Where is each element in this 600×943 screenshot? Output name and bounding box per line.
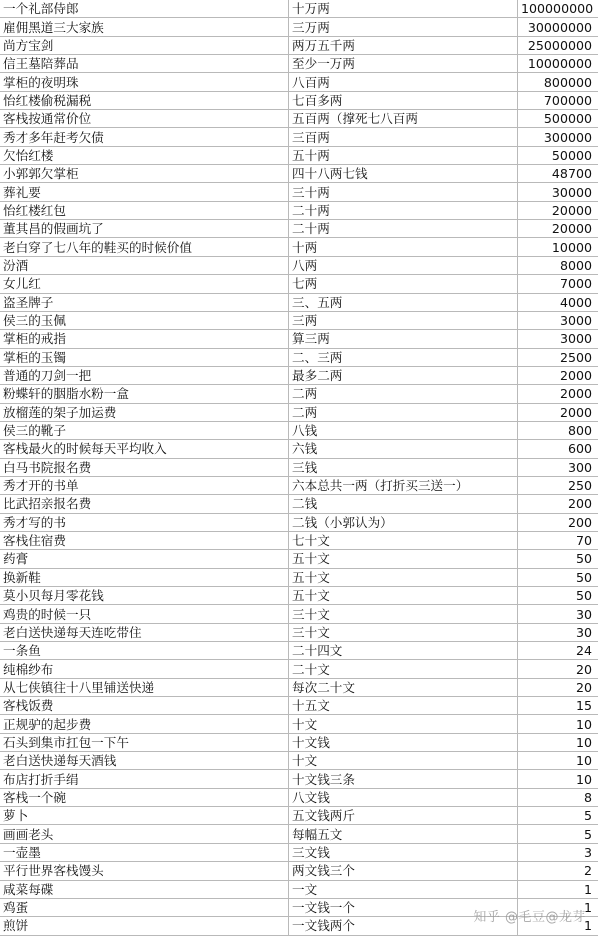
item-name-cell[interactable]: 客栈住宿费 (0, 531, 289, 549)
item-name-cell[interactable]: 侯三的玉佩 (0, 311, 289, 329)
value-cell[interactable]: 2500 (518, 348, 599, 366)
price-text-cell[interactable]: 一文钱两个 (289, 917, 518, 935)
value-cell[interactable]: 20 (518, 660, 599, 678)
item-name-cell[interactable]: 从七侠镇往十八里铺送快递 (0, 678, 289, 696)
value-cell[interactable]: 1 (518, 880, 599, 898)
item-name-cell[interactable]: 药膏 (0, 550, 289, 568)
value-cell[interactable]: 25000000 (518, 36, 599, 54)
price-text-cell[interactable]: 八钱 (289, 421, 518, 439)
item-name-cell[interactable]: 平行世界客栈馒头 (0, 862, 289, 880)
item-name-cell[interactable]: 比武招亲报名费 (0, 495, 289, 513)
value-cell[interactable]: 8000 (518, 256, 599, 274)
item-name-cell[interactable]: 布店打折手绢 (0, 770, 289, 788)
item-name-cell[interactable]: 咸菜每碟 (0, 880, 289, 898)
table-row (0, 807, 598, 825)
value-cell[interactable]: 700000 (518, 91, 599, 109)
price-text-cell[interactable]: 五十文 (289, 550, 518, 568)
table-row (0, 311, 598, 329)
value-cell[interactable]: 10 (518, 715, 599, 733)
value-cell[interactable]: 800 (518, 421, 599, 439)
price-text-cell[interactable]: 三、五两 (289, 293, 518, 311)
price-text-cell[interactable]: 十五文 (289, 697, 518, 715)
table-row (0, 715, 598, 733)
price-text-cell[interactable]: 四十八两七钱 (289, 165, 518, 183)
table-row (0, 36, 598, 54)
price-text-cell[interactable]: 三文钱 (289, 843, 518, 861)
value-cell[interactable]: 300 (518, 458, 599, 476)
item-name-cell[interactable]: 秀才写的书 (0, 513, 289, 531)
value-cell[interactable]: 2 (518, 862, 599, 880)
value-cell[interactable]: 3000 (518, 311, 599, 329)
table-row (0, 183, 598, 201)
table-row (0, 403, 598, 421)
price-text-cell[interactable]: 十文 (289, 752, 518, 770)
table-row (0, 146, 598, 164)
table-row (0, 898, 598, 916)
table-row (0, 697, 598, 715)
table-row (0, 623, 598, 641)
value-cell[interactable]: 30000 (518, 183, 599, 201)
value-cell[interactable]: 250 (518, 476, 599, 494)
item-name-cell[interactable]: 怡红楼红包 (0, 201, 289, 219)
value-cell[interactable]: 200 (518, 513, 599, 531)
value-cell[interactable]: 8 (518, 788, 599, 806)
value-cell[interactable]: 70 (518, 531, 599, 549)
value-cell[interactable]: 2000 (518, 403, 599, 421)
item-name-cell[interactable]: 莫小贝每月零花钱 (0, 587, 289, 605)
price-text-cell[interactable]: 至少一万两 (289, 55, 518, 73)
item-name-cell[interactable]: 秀才开的书单 (0, 476, 289, 494)
item-name-cell[interactable]: 粉蝶轩的胭脂水粉一盒 (0, 385, 289, 403)
value-cell[interactable]: 50 (518, 587, 599, 605)
value-cell[interactable]: 50 (518, 550, 599, 568)
item-name-cell[interactable]: 换新鞋 (0, 568, 289, 586)
table-row (0, 110, 598, 128)
price-text-cell[interactable]: 十万两 (289, 0, 518, 18)
table-row (0, 293, 598, 311)
table-row (0, 55, 598, 73)
item-name-cell[interactable]: 信王墓陪葬品 (0, 55, 289, 73)
value-cell[interactable]: 800000 (518, 73, 599, 91)
table-row (0, 440, 598, 458)
item-name-cell[interactable]: 白马书院报名费 (0, 458, 289, 476)
table-row (0, 476, 598, 494)
value-cell[interactable]: 4000 (518, 293, 599, 311)
item-name-cell[interactable]: 客栈最火的时候每天平均收入 (0, 440, 289, 458)
price-text-cell[interactable]: 八文钱 (289, 788, 518, 806)
price-text-cell[interactable]: 五十两 (289, 146, 518, 164)
item-name-cell[interactable]: 一个礼部侍郎 (0, 0, 289, 18)
item-name-cell[interactable]: 纯棉纱布 (0, 660, 289, 678)
table-row (0, 917, 598, 935)
item-name-cell[interactable]: 董其昌的假画坑了 (0, 220, 289, 238)
value-cell[interactable]: 100000000 (518, 0, 599, 18)
value-cell[interactable]: 5 (518, 825, 599, 843)
table-row (0, 0, 598, 18)
price-text-cell[interactable]: 六本总共一两（打折买三送一） (289, 476, 518, 494)
value-cell[interactable]: 30 (518, 605, 599, 623)
item-name-cell[interactable]: 一壶墨 (0, 843, 289, 861)
price-text-cell[interactable]: 七百多两 (289, 91, 518, 109)
price-text-cell[interactable]: 每幅五文 (289, 825, 518, 843)
price-text-cell[interactable]: 八百两 (289, 73, 518, 91)
table-row (0, 495, 598, 513)
table-row (0, 201, 598, 219)
table-row (0, 752, 598, 770)
price-text-cell[interactable]: 两文钱三个 (289, 862, 518, 880)
value-cell[interactable]: 600 (518, 440, 599, 458)
price-text-cell[interactable]: 七十文 (289, 531, 518, 549)
value-cell[interactable]: 10 (518, 752, 599, 770)
table-row (0, 550, 598, 568)
item-name-cell[interactable]: 女儿红 (0, 275, 289, 293)
value-cell[interactable]: 50000 (518, 146, 599, 164)
price-text-cell[interactable]: 二十四文 (289, 642, 518, 660)
item-name-cell[interactable]: 汾酒 (0, 256, 289, 274)
value-cell[interactable]: 7000 (518, 275, 599, 293)
item-name-cell[interactable]: 掌柜的玉镯 (0, 348, 289, 366)
zhihu-watermark: 知乎 @毛豆@龙芽 (473, 910, 586, 925)
value-cell[interactable]: 10 (518, 733, 599, 751)
price-text-cell[interactable]: 三十文 (289, 605, 518, 623)
table-row (0, 605, 598, 623)
table-row (0, 385, 598, 403)
table-row (0, 642, 598, 660)
price-text-cell[interactable]: 一文 (289, 880, 518, 898)
price-text-cell[interactable]: 五文钱两斤 (289, 807, 518, 825)
price-text-cell[interactable]: 十文钱 (289, 733, 518, 751)
item-name-cell[interactable]: 秀才多年赶考欠债 (0, 128, 289, 146)
price-text-cell[interactable]: 三十两 (289, 183, 518, 201)
table-row (0, 770, 598, 788)
table-row (0, 91, 598, 109)
price-text-cell[interactable]: 二两 (289, 385, 518, 403)
table-row (0, 256, 598, 274)
item-name-cell[interactable]: 放榴莲的架子加运费 (0, 403, 289, 421)
value-cell[interactable]: 10000 (518, 238, 599, 256)
value-cell[interactable]: 24 (518, 642, 599, 660)
item-name-cell[interactable]: 老白送快递每天连吃带住 (0, 623, 289, 641)
price-text-cell[interactable]: 八两 (289, 256, 518, 274)
item-name-cell[interactable]: 煎饼 (0, 917, 289, 935)
value-cell[interactable]: 50 (518, 568, 599, 586)
item-name-cell[interactable]: 鸡蛋 (0, 898, 289, 916)
table-row (0, 733, 598, 751)
table-row (0, 825, 598, 843)
item-name-cell[interactable]: 怡红楼偷税漏税 (0, 91, 289, 109)
table-row (0, 18, 598, 36)
table-row (0, 843, 598, 861)
item-name-cell[interactable]: 画画老头 (0, 825, 289, 843)
item-name-cell[interactable]: 石头到集市扛包一下午 (0, 733, 289, 751)
price-text-cell[interactable]: 五十文 (289, 568, 518, 586)
item-name-cell[interactable]: 萝卜 (0, 807, 289, 825)
value-cell[interactable]: 10 (518, 770, 599, 788)
price-text-cell[interactable]: 三百两 (289, 128, 518, 146)
price-text-cell[interactable]: 三两 (289, 311, 518, 329)
price-text-cell[interactable]: 二钱（小郭认为） (289, 513, 518, 531)
value-cell[interactable]: 3000 (518, 330, 599, 348)
table-row (0, 73, 598, 91)
price-text-cell[interactable]: 二十两 (289, 220, 518, 238)
item-name-cell[interactable]: 掌柜的戒指 (0, 330, 289, 348)
table-row (0, 862, 598, 880)
table-row (0, 458, 598, 476)
price-text-cell[interactable]: 算三两 (289, 330, 518, 348)
price-text-cell[interactable]: 六钱 (289, 440, 518, 458)
price-text-cell[interactable]: 二钱 (289, 495, 518, 513)
item-name-cell[interactable]: 鸡贵的时候一只 (0, 605, 289, 623)
table-row (0, 587, 598, 605)
price-text-cell[interactable]: 十两 (289, 238, 518, 256)
price-text-cell[interactable]: 二两 (289, 403, 518, 421)
value-cell[interactable]: 30000000 (518, 18, 599, 36)
value-cell[interactable]: 300000 (518, 128, 599, 146)
price-text-cell[interactable]: 三钱 (289, 458, 518, 476)
table-row (0, 421, 598, 439)
table-row (0, 513, 598, 531)
value-cell[interactable]: 1 (518, 898, 599, 916)
item-name-cell[interactable]: 侯三的靴子 (0, 421, 289, 439)
value-cell[interactable]: 2000 (518, 366, 599, 384)
table-row (0, 678, 598, 696)
item-name-cell[interactable]: 一条鱼 (0, 642, 289, 660)
item-name-cell[interactable]: 掌柜的夜明珠 (0, 73, 289, 91)
table-row (0, 660, 598, 678)
value-cell[interactable]: 15 (518, 697, 599, 715)
table-row (0, 366, 598, 384)
item-name-cell[interactable]: 老白送快递每天酒钱 (0, 752, 289, 770)
item-name-cell[interactable]: 欠怡红楼 (0, 146, 289, 164)
table-row (0, 348, 598, 366)
price-text-cell[interactable]: 二、三两 (289, 348, 518, 366)
table-row (0, 165, 598, 183)
price-text-cell[interactable]: 最多二两 (289, 366, 518, 384)
price-text-cell[interactable]: 五百两（撑死七八百两 (289, 110, 518, 128)
item-name-cell[interactable]: 客栈一个碗 (0, 788, 289, 806)
value-cell[interactable]: 10000000 (518, 55, 599, 73)
price-text-cell[interactable]: 十文 (289, 715, 518, 733)
item-name-cell[interactable]: 葬礼要 (0, 183, 289, 201)
value-cell[interactable]: 48700 (518, 165, 599, 183)
value-cell[interactable]: 20 (518, 678, 599, 696)
value-cell[interactable]: 5 (518, 807, 599, 825)
item-name-cell[interactable]: 老白穿了七八年的鞋买的时候价值 (0, 238, 289, 256)
table-row (0, 275, 598, 293)
value-cell[interactable]: 30 (518, 623, 599, 641)
table-row (0, 220, 598, 238)
price-text-cell[interactable]: 五十文 (289, 587, 518, 605)
item-name-cell[interactable]: 尚方宝剑 (0, 36, 289, 54)
value-cell[interactable]: 500000 (518, 110, 599, 128)
value-cell[interactable]: 2000 (518, 385, 599, 403)
table-row (0, 330, 598, 348)
table-row (0, 238, 598, 256)
item-name-cell[interactable]: 盗圣牌子 (0, 293, 289, 311)
value-cell[interactable]: 1 (518, 917, 599, 935)
price-text-cell[interactable]: 七两 (289, 275, 518, 293)
table-row (0, 880, 598, 898)
price-text-cell[interactable]: 一文钱一个 (289, 898, 518, 916)
item-name-cell[interactable]: 客栈按通常价位 (0, 110, 289, 128)
price-text-cell[interactable]: 十文钱三条 (289, 770, 518, 788)
item-name-cell[interactable]: 小郭郭欠掌柜 (0, 165, 289, 183)
value-cell[interactable]: 20000 (518, 201, 599, 219)
price-text-cell[interactable]: 每次二十文 (289, 678, 518, 696)
table-row (0, 128, 598, 146)
value-cell[interactable]: 200 (518, 495, 599, 513)
item-name-cell[interactable]: 普通的刀剑一把 (0, 366, 289, 384)
item-name-cell[interactable]: 雇佣黑道三大家族 (0, 18, 289, 36)
value-cell[interactable]: 3 (518, 843, 599, 861)
table-row (0, 568, 598, 586)
price-text-cell[interactable]: 三十文 (289, 623, 518, 641)
table-row (0, 531, 598, 549)
price-text-cell[interactable]: 三万两 (289, 18, 518, 36)
item-name-cell[interactable]: 客栈饭费 (0, 697, 289, 715)
price-text-cell[interactable]: 两万五千两 (289, 36, 518, 54)
value-cell[interactable]: 20000 (518, 220, 599, 238)
price-text-cell[interactable]: 二十文 (289, 660, 518, 678)
price-text-cell[interactable]: 二十两 (289, 201, 518, 219)
item-name-cell[interactable]: 正规驴的起步费 (0, 715, 289, 733)
table-row (0, 788, 598, 806)
